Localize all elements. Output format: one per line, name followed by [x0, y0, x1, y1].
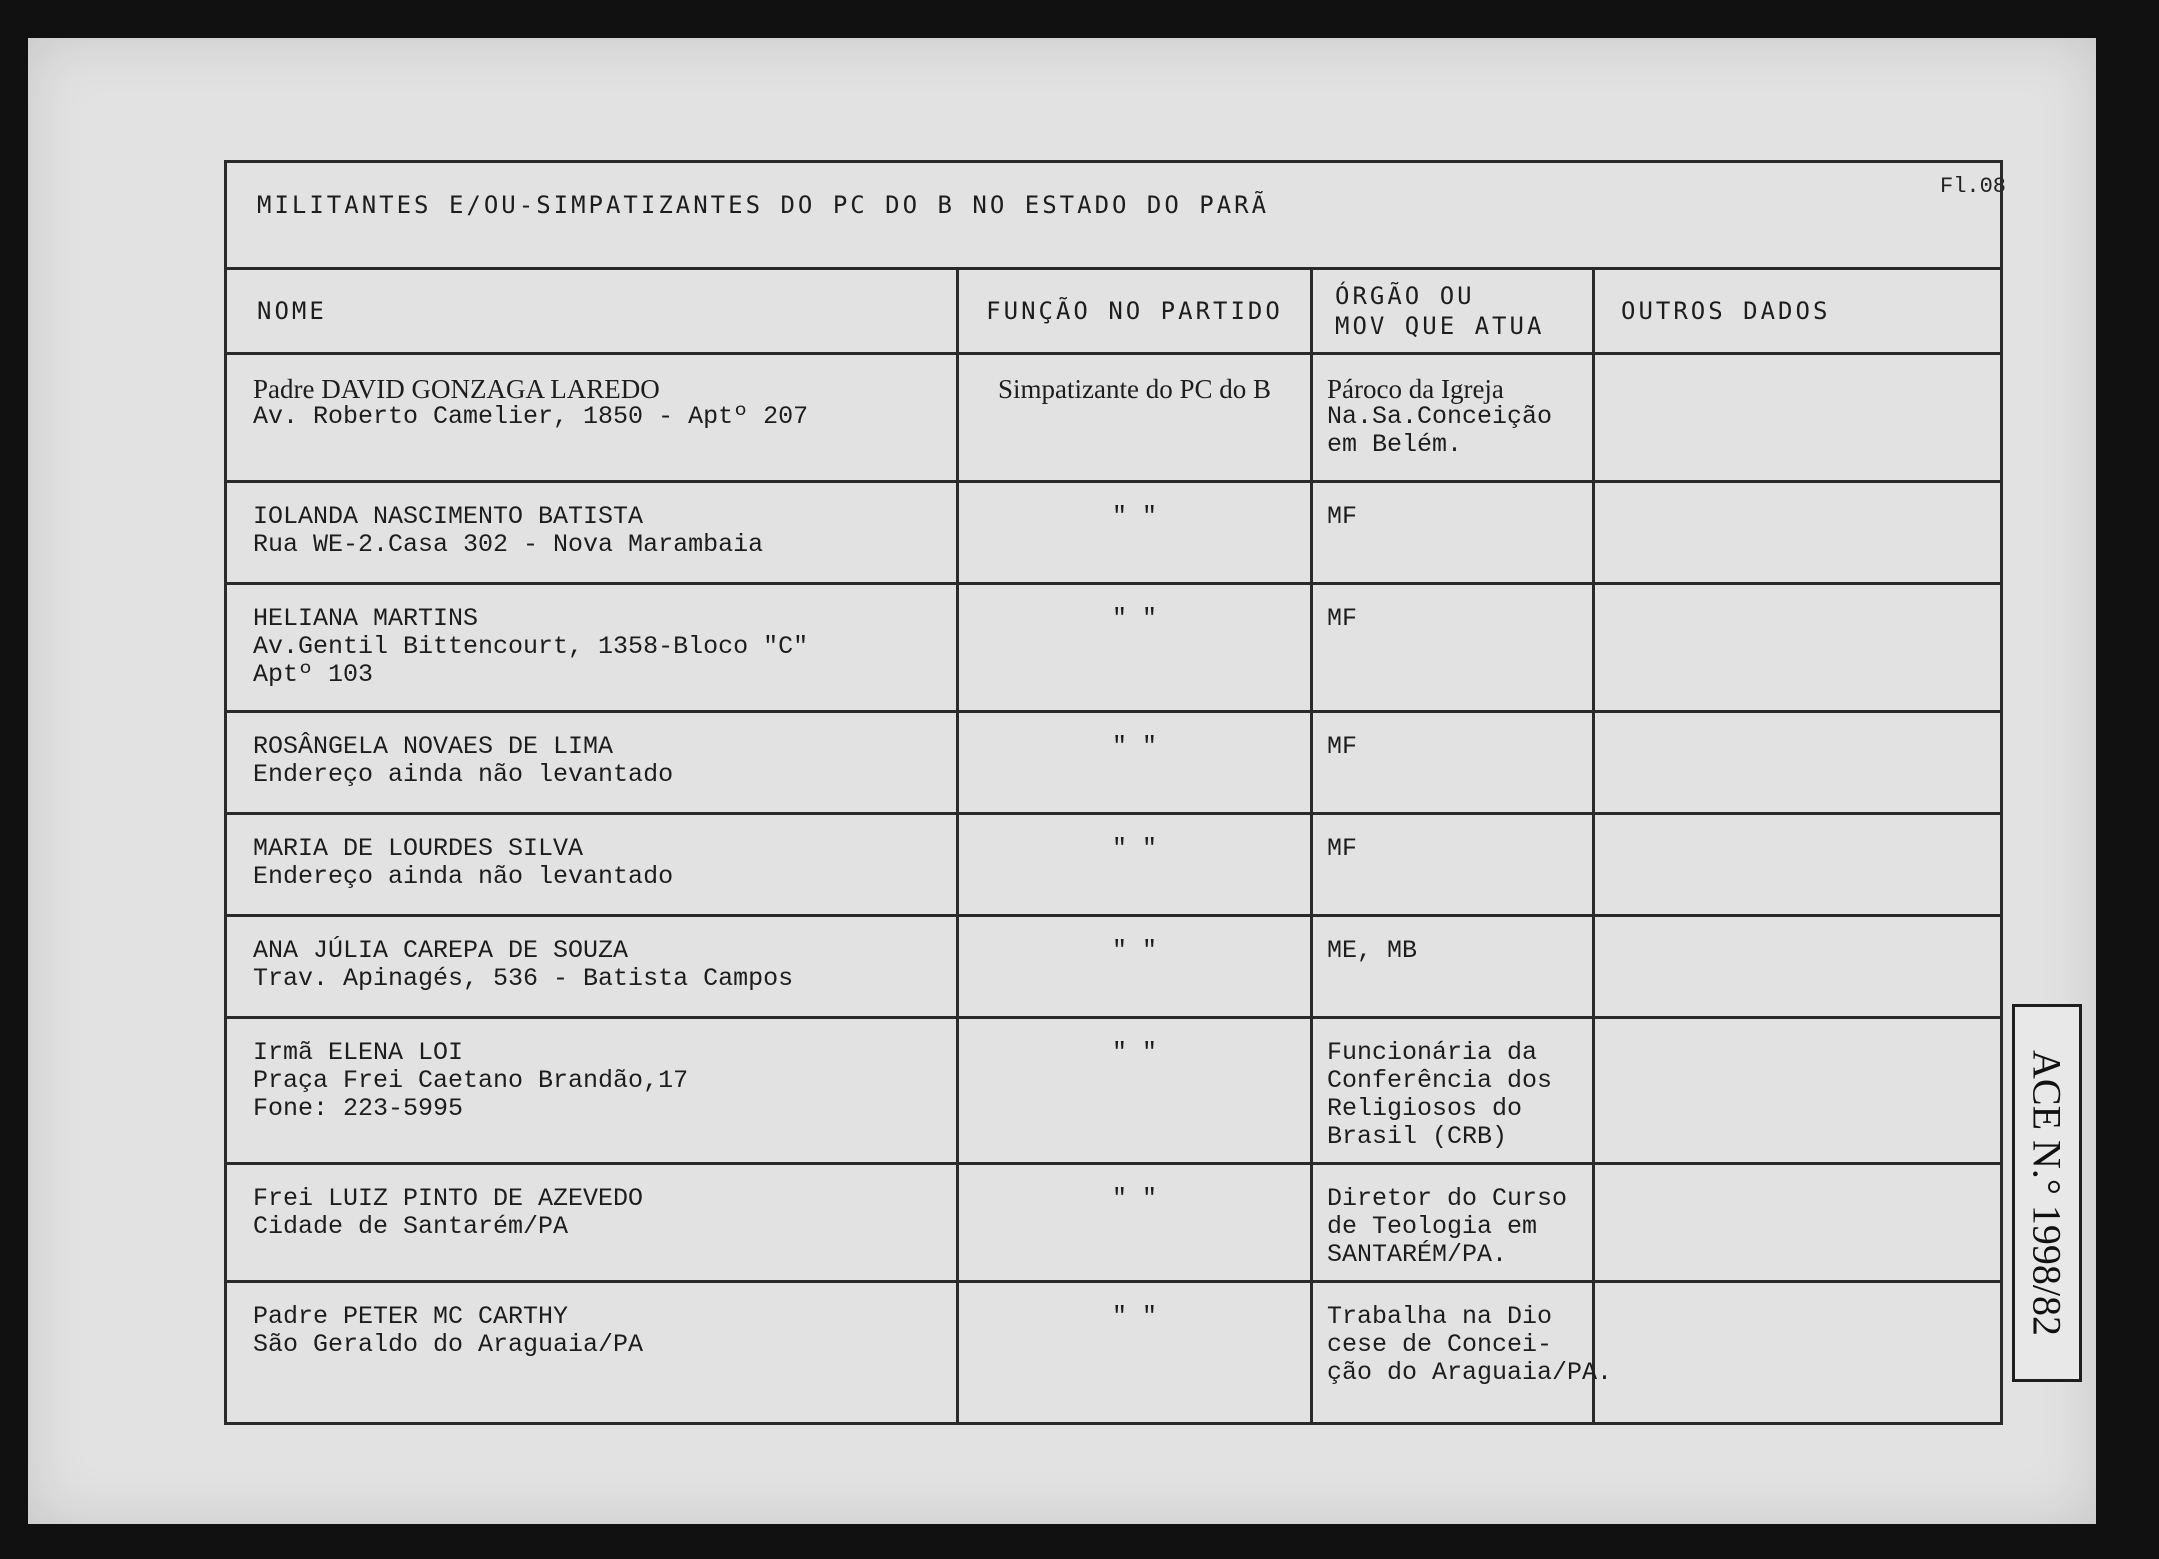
person-name: MARIA DE LOURDES SILVA: [253, 834, 584, 863]
person-name: Frei LUIZ PINTO DE AZEVEDO: [253, 1184, 644, 1213]
organ-line: Trabalha na Dio: [1327, 1302, 1553, 1331]
organ-cell: [1312, 354, 1594, 482]
function-cell: " ": [958, 814, 1312, 916]
function-cell: " ": [958, 482, 1312, 584]
organ-line: Pároco da Igreja: [1327, 374, 1504, 404]
other-cell: [1594, 482, 2002, 584]
organ-cell: [1312, 1164, 1594, 1282]
table-row: [226, 354, 2002, 482]
function-cell: " ": [958, 916, 1312, 1018]
person-name: Padre PETER MC CARTHY: [253, 1302, 569, 1331]
function-cell: " ": [958, 712, 1312, 814]
name-cell: [226, 1282, 958, 1424]
organ-line: Diretor do Curso: [1327, 1184, 1568, 1213]
other-cell: [1594, 1282, 2002, 1424]
person-address: Cidade de Santarém/PA: [253, 1212, 569, 1241]
person-address: Endereço ainda não levantado: [253, 862, 674, 891]
function-cell: " ": [958, 584, 1312, 712]
table-row: [226, 1282, 2002, 1424]
document-title: MILITANTES E/OU-SIMPATIZANTES DO PC DO B NO ESTADO DO PARÃ: [226, 162, 2002, 269]
organ-line: MF: [1327, 604, 1358, 633]
person-address: Trav. Apinagés, 536 - Batista Campos: [253, 964, 794, 993]
function-cell: " ": [958, 1164, 1312, 1282]
organ-line: de Teologia em: [1327, 1212, 1538, 1241]
header-name: NOME: [226, 269, 958, 354]
person-address: Praça Frei Caetano Brandão,17: [253, 1066, 689, 1095]
organ-line: Funcionária da: [1327, 1038, 1538, 1067]
organ-line: ME, MB: [1327, 936, 1418, 965]
organ-cell: [1312, 1018, 1594, 1164]
header-organ-line1: ÓRGÃO OU: [1335, 282, 1475, 310]
table-row: [226, 712, 2002, 814]
person-address: Rua WE-2.Casa 302 - Nova Marambaia: [253, 530, 764, 559]
organ-line: MF: [1327, 834, 1358, 863]
table-row: [226, 916, 2002, 1018]
person-name: Padre DAVID GONZAGA LAREDO: [253, 374, 660, 404]
table-row: [226, 584, 2002, 712]
archive-stamp: [2012, 1004, 2082, 1382]
table-row: [226, 814, 2002, 916]
organ-line: Conferência dos: [1327, 1066, 1553, 1095]
other-cell: [1594, 1018, 2002, 1164]
organ-line: cese de Concei-: [1327, 1330, 1553, 1359]
person-phone: Fone: 223-5995: [253, 1094, 464, 1123]
function-cell: Simpatizante do PC do B: [958, 354, 1312, 482]
name-cell: [226, 1018, 958, 1164]
table-row: [226, 1164, 2002, 1282]
other-cell: [1594, 712, 2002, 814]
other-cell: [1594, 584, 2002, 712]
organ-cell: [1312, 1282, 1613, 1424]
name-cell: [226, 482, 958, 584]
organ-line: SANTARÉM/PA.: [1327, 1240, 1508, 1269]
organ-line: Brasil (CRB): [1327, 1122, 1508, 1151]
person-name: IOLANDA NASCIMENTO BATISTA: [253, 502, 644, 531]
name-cell: [226, 916, 958, 1018]
name-cell: [226, 814, 958, 916]
person-name: HELIANA MARTINS: [253, 604, 479, 633]
person-address: Av. Roberto Camelier, 1850 - Aptº 207: [253, 402, 809, 431]
organ-cell: [1312, 712, 1594, 814]
person-address: Av.Gentil Bittencourt, 1358-Bloco "C": [253, 632, 809, 661]
person-address: Aptº 103: [253, 660, 374, 689]
function-cell: " ": [958, 1282, 1312, 1424]
organ-line: Na.Sa.Conceição: [1327, 402, 1553, 431]
organ-line: MF: [1327, 732, 1358, 761]
name-cell: [226, 1164, 958, 1282]
other-cell: [1594, 916, 2002, 1018]
table-row: [226, 1018, 2002, 1164]
name-cell: [226, 584, 958, 712]
person-address: São Geraldo do Araguaia/PA: [253, 1330, 644, 1359]
other-cell: [1594, 1164, 2002, 1282]
organ-line: MF: [1327, 502, 1358, 531]
other-cell: [1594, 354, 2002, 482]
page-number: Fl.08: [1940, 174, 2007, 199]
other-cell: [1594, 814, 2002, 916]
organ-cell: [1312, 482, 1594, 584]
person-name: ANA JÚLIA CAREPA DE SOUZA: [253, 936, 629, 965]
organ-line: ção do Araguaia/PA.: [1327, 1358, 1613, 1387]
organ-cell: [1312, 916, 1594, 1018]
organ-line: em Belém.: [1327, 430, 1463, 459]
person-name: ROSÂNGELA NOVAES DE LIMA: [253, 732, 614, 761]
header-organ: [1312, 269, 1594, 354]
person-address: Endereço ainda não levantado: [253, 760, 674, 789]
name-cell: [226, 712, 958, 814]
table-row: [226, 482, 2002, 584]
function-cell: " ": [958, 1018, 1312, 1164]
name-cell: [226, 354, 958, 482]
militants-table: [224, 160, 2003, 1425]
person-name: Irmã ELENA LOI: [253, 1038, 464, 1067]
organ-line: Religiosos do: [1327, 1094, 1523, 1123]
header-function: FUNÇÃO NO PARTIDO: [958, 269, 1312, 354]
archive-stamp-text: ACE N.° 1998/82: [2024, 1050, 2070, 1336]
organ-cell: [1312, 584, 1594, 712]
header-other: OUTROS DADOS: [1594, 269, 2002, 354]
header-organ-line2: MOV QUE ATUA: [1335, 312, 1545, 340]
organ-cell: [1312, 814, 1594, 916]
